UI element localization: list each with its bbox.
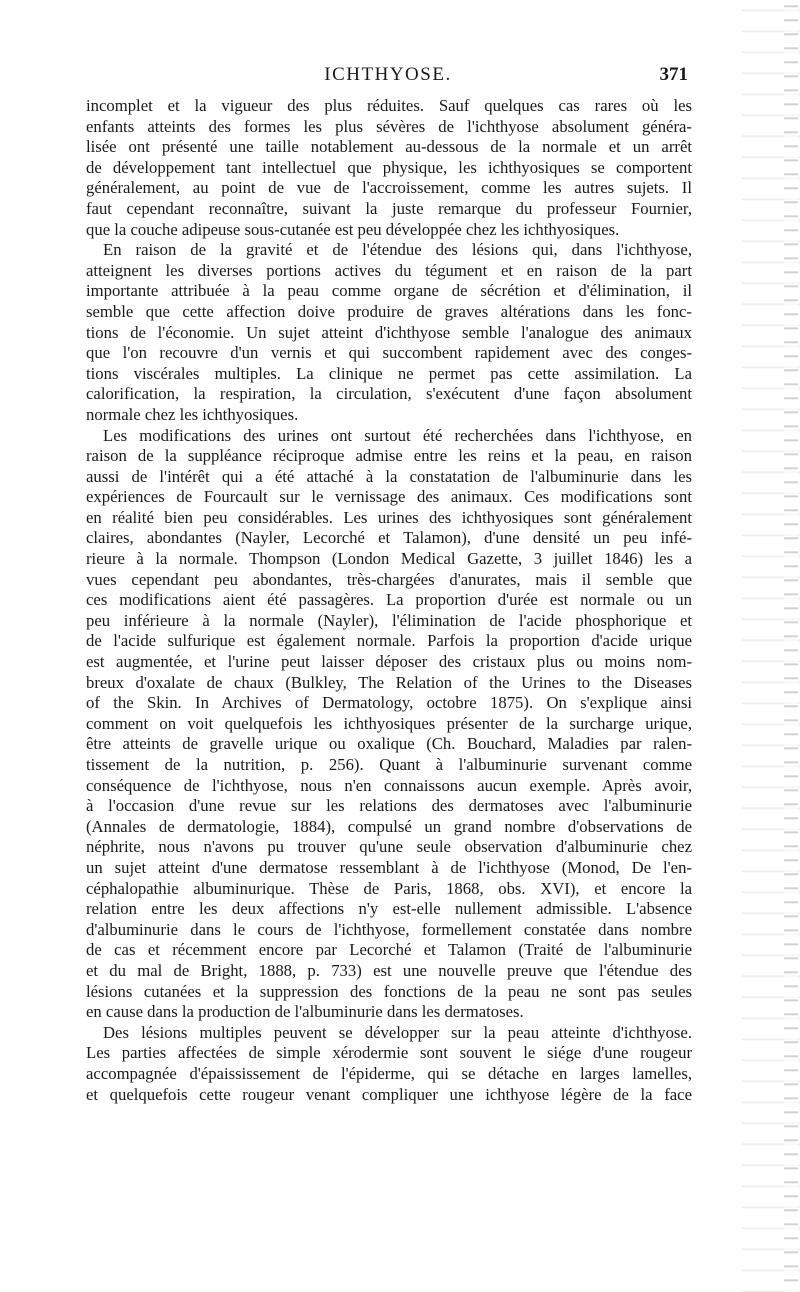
text-line: faut cependant reconnaître, suivant la juste remarque du professeur Fournier,	[86, 198, 692, 218]
text-line: rieure à la normale. Thompson (London Medical Gazette, 3 juillet 1846) les a	[86, 549, 692, 569]
text-line: aussi de l'intérêt qui a été attaché à la constatation de l'albuminurie dans les	[86, 466, 692, 486]
text-line: enfants atteints des formes les plus sévères de l'ichthyose absolument généra-	[86, 116, 692, 136]
text-line: un sujet atteint d'une dermatose ressemblant à de l'ichthyose (Monod, De l'en-	[86, 857, 692, 877]
text-line: semble que cette affection doive produire de graves altérations dans les fonc-	[86, 301, 692, 321]
body-text	[86, 96, 692, 1105]
text-line: breux d'oxalate de chaux (Bulkley, The Relation of the Urines to the Diseases	[86, 672, 692, 692]
text-line: que l'on recouvre d'un vernis et qui succombent rapidement avec des conges-	[86, 343, 692, 363]
text-line: peu inférieure à la normale (Nayler), l'élimination de l'acide phosphorique et	[86, 610, 692, 630]
text-line: accompagnée d'épaississement de l'épiderme, qui se détache en larges lamelles,	[86, 1063, 692, 1083]
text-line: tions viscérales multiples. La clinique ne permet pas cette assimilation. La	[86, 363, 692, 383]
text-line: normale chez les ichthyosiques.	[86, 404, 299, 424]
text-line: que la couche adipeuse sous-cutanée est peu développée chez les ichthyosiques.	[86, 219, 620, 239]
text-line: conséquence de l'ichthyose, nous n'en connaissons aucun exemple. Après avoir,	[86, 775, 692, 795]
text-line: En raison de la gravité et de l'étendue des lésions qui, dans l'ichthyose,	[103, 240, 692, 260]
text-line: à l'occasion d'une revue sur les relations des dermatoses avec l'albuminurie	[86, 796, 692, 816]
text-line: Les parties affectées de simple xérodermie sont souvent le siége d'une rougeur	[86, 1043, 692, 1063]
text-line: lésions cutanées et la suppression des fonctions de la peau ne sont pas seules	[86, 981, 692, 1001]
text-line: de cas et récemment encore par Lecorché et Talamon (Traité de l'albuminurie	[86, 940, 692, 960]
text-line: incomplet et la vigueur des plus réduites. Sauf quelques cas rares où les	[86, 96, 692, 115]
text-line: Des lésions multiples peuvent se développer sur la peau atteinte d'ichthyose.	[103, 1022, 692, 1042]
text-line: tions de l'économie. Un sujet atteint d'ichthyose semble l'analogue des animaux	[86, 322, 692, 342]
text-line: calorification, la respiration, la circulation, s'exécutent d'une façon absolument	[86, 384, 692, 404]
text-line: Les modifications des urines ont surtout été recherchées dans l'ichthyose, en	[103, 425, 692, 445]
text-line: de l'acide sulfurique est également normale. Parfois la proportion d'acide urique	[86, 631, 692, 651]
text-line: en réalité bien peu considérables. Les urines des ichthyosiques sont généralement	[86, 507, 692, 527]
text-line: of the Skin. In Archives of Dermatology, octobre 1875). On s'explique ainsi	[86, 693, 692, 713]
text-line: céphalopathie albuminurique. Thèse de Paris, 1868, obs. XVI), et encore la	[86, 878, 692, 898]
text-line: et du mal de Bright, 1888, p. 733) est une nouvelle preuve que l'étendue des	[86, 960, 692, 980]
text-line: vues cependant peu abondantes, très-chargées d'anurates, mais il semble que	[86, 569, 692, 589]
text-line: est augmentée, et l'urine peut laisser déposer des cristaux plus ou moins nom-	[86, 652, 692, 672]
text-line: ces modifications aient été passagères. La proportion d'urée est normale ou un	[86, 590, 692, 610]
text-line: lisée ont présenté une taille notablement au-dessous de la normale et un arrêt	[86, 137, 692, 157]
text-line: comment on voit quelquefois les ichthyosiques présenter de la surcharge urique,	[86, 713, 692, 733]
text-line: relation entre les deux affections n'y est-elle nullement admissible. L'absence	[86, 899, 692, 919]
text-line: raison de la suppléance réciproque admise entre les reins et la peau, en raison	[86, 446, 692, 466]
running-head: ICHTHYOSE.	[324, 64, 452, 85]
text-line: néphrite, nous n'avons pu trouver qu'une seule observation d'albuminurie chez	[86, 837, 692, 857]
page-header	[88, 64, 688, 92]
text-line: et quelquefois cette rougeur venant compliquer une ichthyose légère de la face	[86, 1084, 692, 1104]
page-number: 371	[659, 64, 688, 85]
text-line: tissement de la nutrition, p. 256). Quant à l'albuminurie survenant comme	[86, 755, 692, 774]
text-line: claires, abondantes (Nayler, Lecorché et Talamon), d'une densité un peu infé-	[86, 528, 692, 548]
text-line: être atteints de gravelle urique ou oxalique (Ch. Bouchard, Maladies par ralen-	[86, 734, 692, 754]
text-line: généralement, au point de vue de l'accroissement, comme les autres sujets. Il	[86, 178, 692, 198]
text-line: de développement tant intellectuel que physique, les ichthyosiques se comportent	[86, 157, 692, 177]
text-line: atteignent les diverses portions actives du tégument et en raison de la part	[86, 260, 692, 280]
text-line: expériences de Fourcault sur le vernissage des animaux. Ces modifications sont	[86, 487, 692, 507]
page-edge-marks	[784, 0, 798, 1292]
text-line: en cause dans la production de l'albuminurie dans les dermatoses.	[86, 1002, 524, 1022]
text-line: importante attribuée à la peau comme organe de sécrétion et d'élimination, il	[86, 281, 692, 301]
text-line: (Annales de dermatologie, 1884), compulsé un grand nombre d'observations de	[86, 816, 692, 836]
text-line: d'albuminurie dans le cours de l'ichthyose, formellement constatée dans nombre	[86, 919, 692, 939]
